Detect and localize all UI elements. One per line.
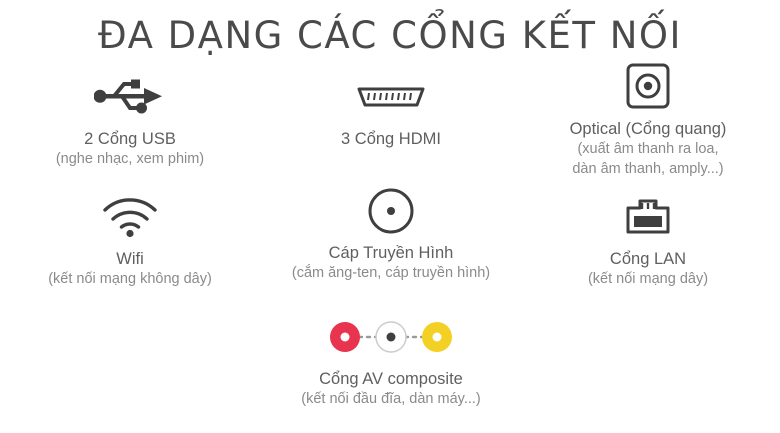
feature-wifi-sub: (kết nối mạng không dây) bbox=[48, 271, 212, 288]
hdmi-port-icon bbox=[262, 72, 520, 122]
av-composite-icon bbox=[262, 312, 520, 362]
feature-lan-sub: (kết nối mạng dây) bbox=[587, 271, 709, 288]
feature-optical-label: Optical (Cổng quang) bbox=[569, 120, 727, 138]
feature-wifi-label: Wifi bbox=[116, 250, 144, 268]
optical-port-icon bbox=[516, 62, 780, 112]
feature-usb bbox=[0, 72, 260, 170]
lan-port-icon bbox=[516, 192, 780, 242]
feature-optical-sub: (xuất âm thanh ra loa, bbox=[577, 141, 719, 158]
feature-optical bbox=[516, 62, 780, 179]
feature-wifi bbox=[0, 192, 260, 290]
feature-lan bbox=[516, 192, 780, 290]
feature-optical-sub-2: dàn âm thanh, amply...) bbox=[572, 160, 724, 177]
feature-lan-label: Cổng LAN bbox=[609, 250, 687, 268]
feature-hdmi-label: 3 Cổng HDMI bbox=[341, 130, 441, 148]
wifi-icon bbox=[0, 192, 260, 242]
feature-antenna bbox=[262, 186, 520, 284]
feature-hdmi bbox=[262, 72, 520, 150]
feature-usb-label: 2 Cổng USB bbox=[84, 130, 176, 148]
feature-usb-sub: (nghe nhạc, xem phim) bbox=[55, 151, 205, 168]
usb-icon bbox=[0, 72, 260, 122]
feature-antenna-sub: (cắm ăng-ten, cáp truyền hình) bbox=[291, 265, 491, 282]
feature-av-sub: (kết nối đầu đĩa, dàn máy...) bbox=[301, 391, 481, 408]
feature-antenna-label: Cáp Truyền Hình bbox=[328, 244, 454, 262]
page-title: ĐA DẠNG CÁC CỔNG KẾT NỐI bbox=[98, 14, 682, 57]
feature-av-label: Cổng AV composite bbox=[319, 370, 463, 388]
antenna-coax-icon bbox=[262, 186, 520, 236]
feature-av bbox=[262, 312, 520, 410]
